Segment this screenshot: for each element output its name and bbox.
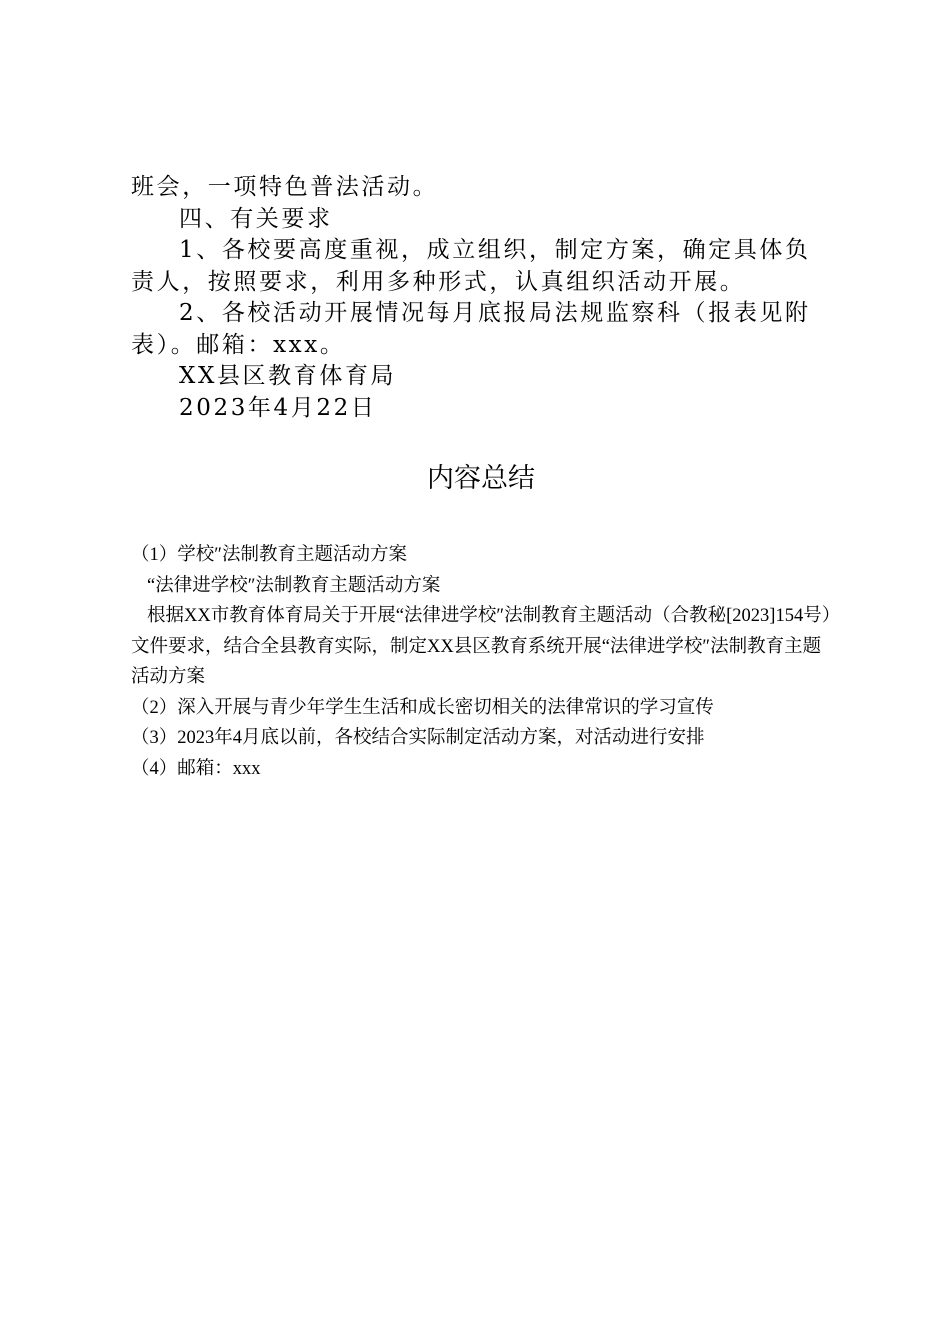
summary-item: “法律进学校″法制教育主题活动方案 [147, 575, 441, 596]
issue-date: 2023年4月22日 [179, 394, 377, 421]
summary-item: （1）学校″法制教育主题活动方案 [131, 545, 407, 565]
summary-title: 内容总结 [427, 463, 535, 493]
issuer-name: XX县区教育体育局 [179, 363, 397, 389]
document-body [131, 172, 835, 424]
summary-item: （2）深入开展与青少年学生生活和成长密切相关的法律常识的学习宣传 [131, 697, 714, 718]
body-line: 班会，一项特色普法活动。 [131, 174, 439, 200]
summary-item: （3）2023年4月底以前，各校结合实际制定活动方案，对活动进行安排 [131, 728, 705, 748]
requirement-item: 1、各校要高度重视，成立组织，制定方案，确定具体负责人，按照要求，利用多种形式，认真组织活动开展。 [131, 237, 811, 295]
summary-item: （4）邮箱：xxx [131, 758, 261, 779]
requirement-item: 2、各校活动开展情况每月底报局法规监察科（报表见附表）。邮箱：xxx。 [131, 300, 811, 358]
summary-item: 根据XX市教育体育局关于开展“法律进学校″法制教育主题活动（合教秘[2023]154号）文件要求，结合全县教育实际，制定XX县区教育系统开展“法律进学校″法制教育主题活动方案 [131, 606, 831, 687]
summary-list [131, 540, 831, 784]
section-heading: 四、有关要求 [179, 205, 333, 232]
